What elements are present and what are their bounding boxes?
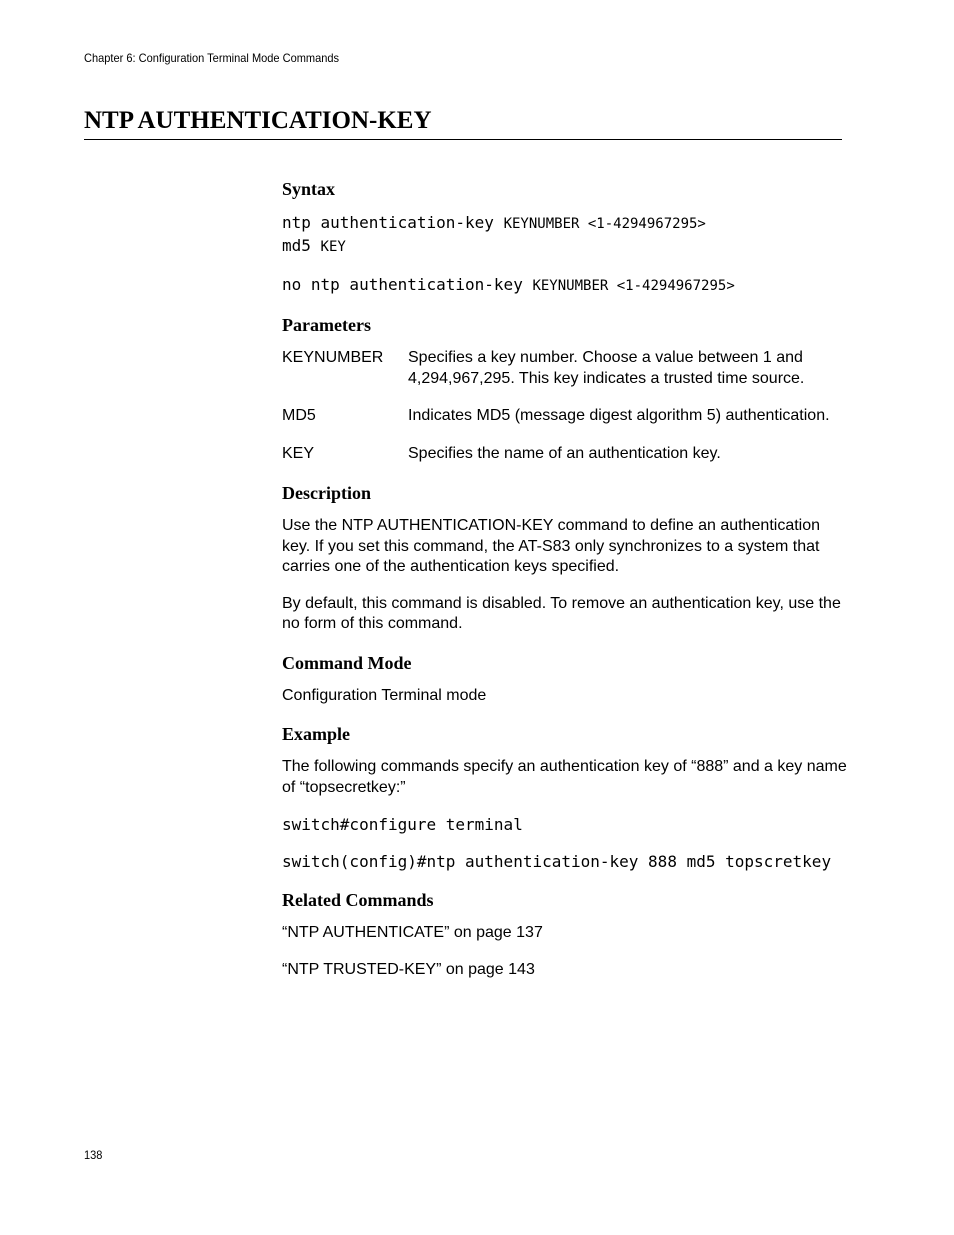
related-command-link[interactable]: “NTP TRUSTED-KEY” on page 143 bbox=[282, 960, 535, 978]
syntax-line1-argument: KEYNUMBER <1-4294967295> bbox=[503, 216, 706, 232]
example-heading: Example bbox=[282, 724, 351, 744]
syntax-line2-argument: KEY bbox=[320, 239, 346, 255]
syntax-command bbox=[282, 212, 847, 258]
parameter-name: KEY bbox=[282, 444, 315, 462]
parameters-heading: Parameters bbox=[282, 315, 371, 335]
main-content bbox=[282, 177, 847, 996]
running-header: Chapter 6: Configuration Terminal Mode Commands bbox=[84, 51, 340, 65]
description-heading: Description bbox=[282, 483, 371, 503]
command-mode-heading: Command Mode bbox=[282, 652, 412, 673]
example-code-line: switch#configure terminal bbox=[282, 815, 523, 834]
description-paragraph: Use the NTP AUTHENTICATION-KEY command to define an authentication key. If you set this command, the AT-S83 only synchronizes to a system that carries one of the authentication keys specified. bbox=[282, 517, 821, 575]
syntax-line1-command: ntp authentication-key bbox=[282, 213, 504, 232]
example-intro: The following commands specify an authentication key of “888” and a key name of “topsecretkey:” bbox=[282, 758, 847, 796]
parameter-description: Specifies a key number. Choose a value between 1 and 4,294,967,295. This key indicates a trusted time source. bbox=[408, 349, 805, 387]
syntax-no-command bbox=[282, 274, 847, 297]
command-mode-text: Configuration Terminal mode bbox=[282, 686, 487, 704]
parameter-row bbox=[282, 444, 847, 465]
example-code-line: switch(config)#ntp authentication-key 888 md5 topscretkey bbox=[282, 852, 832, 871]
parameter-description: Specifies the name of an authentication key. bbox=[408, 444, 721, 462]
syntax-line3-command: no ntp authentication-key bbox=[282, 275, 533, 294]
syntax-line3-argument: KEYNUMBER <1-4294967295> bbox=[532, 278, 735, 294]
parameter-name: MD5 bbox=[282, 407, 316, 424]
parameter-name: KEYNUMBER bbox=[282, 349, 384, 366]
description-paragraph: By default, this command is disabled. To remove an authentication key, use the no form of this command. bbox=[282, 594, 841, 632]
parameter-row bbox=[282, 406, 847, 427]
related-command-link[interactable]: “NTP AUTHENTICATE” on page 137 bbox=[282, 924, 543, 941]
parameter-description: Indicates MD5 (message digest algorithm 5) authentication. bbox=[408, 407, 830, 424]
page-number: 138 bbox=[84, 1148, 103, 1162]
related-commands-heading: Related Commands bbox=[282, 890, 434, 910]
syntax-heading: Syntax bbox=[282, 179, 336, 199]
page-title: NTP AUTHENTICATION-KEY bbox=[84, 106, 842, 140]
syntax-line2-command: md5 bbox=[282, 236, 321, 255]
parameter-row bbox=[282, 348, 847, 389]
